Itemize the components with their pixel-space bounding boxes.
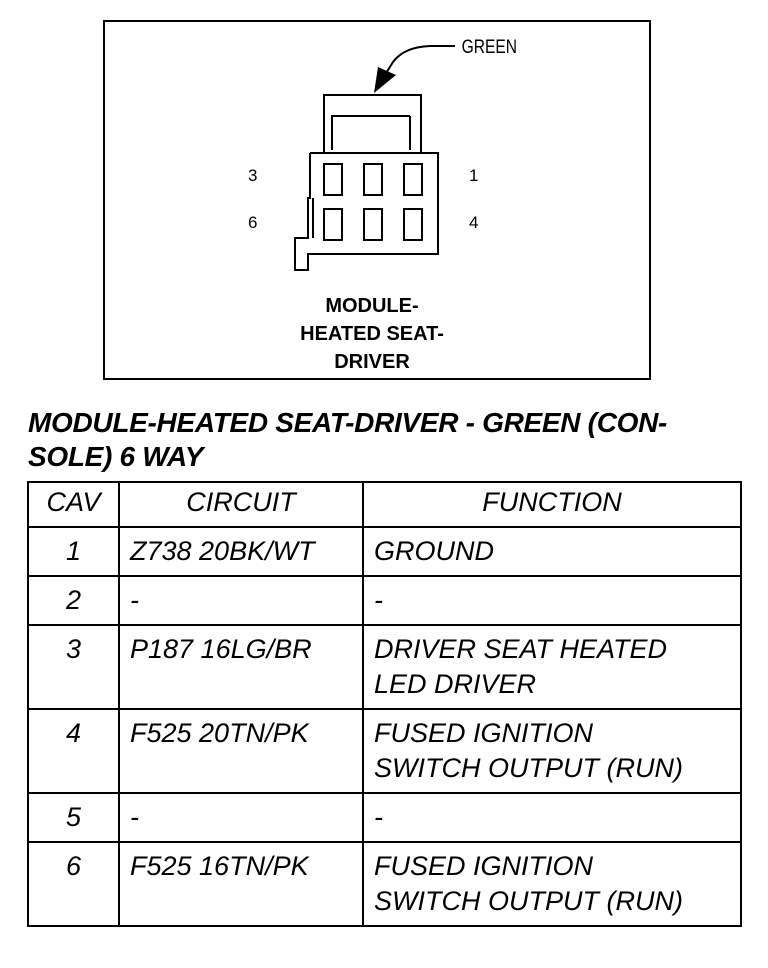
cavity-3 bbox=[324, 164, 342, 195]
cavity-4 bbox=[404, 209, 422, 240]
module-caption-line-2: HEATED SEAT- bbox=[300, 323, 444, 345]
cav-cell: 5 bbox=[28, 793, 119, 842]
header-circuit: CIRCUIT bbox=[119, 482, 363, 527]
circuit-cell: - bbox=[119, 576, 363, 625]
connector-body bbox=[295, 153, 438, 270]
function-cell bbox=[363, 527, 741, 576]
connector-heading bbox=[28, 406, 748, 474]
circuit-cell: Z738 20BK/WT bbox=[119, 527, 363, 576]
pin-label-3: 3 bbox=[248, 166, 258, 185]
module-caption-line-1: MODULE- bbox=[325, 295, 419, 317]
module-caption-line-3: DRIVER bbox=[334, 351, 410, 373]
function-cell bbox=[363, 625, 741, 709]
function-line: SWITCH OUTPUT (RUN) bbox=[374, 886, 683, 916]
heading-line-1: MODULE-HEATED SEAT-DRIVER - GREEN (CON- bbox=[28, 407, 668, 438]
table-header-row bbox=[28, 482, 741, 527]
table-row bbox=[28, 842, 741, 926]
cav-cell: 1 bbox=[28, 527, 119, 576]
pin-label-4: 4 bbox=[469, 213, 479, 232]
table-row bbox=[28, 625, 741, 709]
cav-cell: 2 bbox=[28, 576, 119, 625]
circuit-cell: F525 20TN/PK bbox=[119, 709, 363, 793]
cav-cell: 4 bbox=[28, 709, 119, 793]
function-line: - bbox=[374, 585, 383, 615]
function-line: DRIVER SEAT HEATED bbox=[374, 634, 668, 664]
cav-cell: 6 bbox=[28, 842, 119, 926]
connector-diagram bbox=[0, 0, 768, 400]
cavity-2 bbox=[364, 164, 382, 195]
function-cell bbox=[363, 842, 741, 926]
table-row bbox=[28, 793, 741, 842]
table-row bbox=[28, 576, 741, 625]
color-callout-arrow bbox=[374, 46, 455, 93]
function-cell bbox=[363, 709, 741, 793]
pin-label-1: 1 bbox=[469, 166, 479, 185]
cavity-grid bbox=[324, 164, 422, 240]
circuit-cell: P187 16LG/BR bbox=[119, 625, 363, 709]
circuit-cell: - bbox=[119, 793, 363, 842]
cavity-1 bbox=[404, 164, 422, 195]
cavity-6 bbox=[324, 209, 342, 240]
heading-line-2: SOLE) 6 WAY bbox=[28, 441, 204, 472]
function-line: GROUND bbox=[374, 536, 494, 566]
function-line: LED DRIVER bbox=[374, 669, 537, 699]
function-cell bbox=[363, 793, 741, 842]
function-line: - bbox=[374, 802, 383, 832]
header-function: FUNCTION bbox=[363, 482, 741, 527]
header-cav: CAV bbox=[28, 482, 119, 527]
function-cell bbox=[363, 576, 741, 625]
function-line: FUSED IGNITION bbox=[374, 718, 594, 748]
circuit-cell: F525 16TN/PK bbox=[119, 842, 363, 926]
connector-latch bbox=[324, 95, 421, 153]
pin-label-6: 6 bbox=[248, 213, 258, 232]
table-row bbox=[28, 709, 741, 793]
cav-cell: 3 bbox=[28, 625, 119, 709]
pinout-table bbox=[27, 481, 742, 927]
table-row bbox=[28, 527, 741, 576]
cavity-5 bbox=[364, 209, 382, 240]
function-line: FUSED IGNITION bbox=[374, 851, 594, 881]
color-callout-label: GREEN bbox=[461, 35, 518, 58]
function-line: SWITCH OUTPUT (RUN) bbox=[374, 753, 683, 783]
